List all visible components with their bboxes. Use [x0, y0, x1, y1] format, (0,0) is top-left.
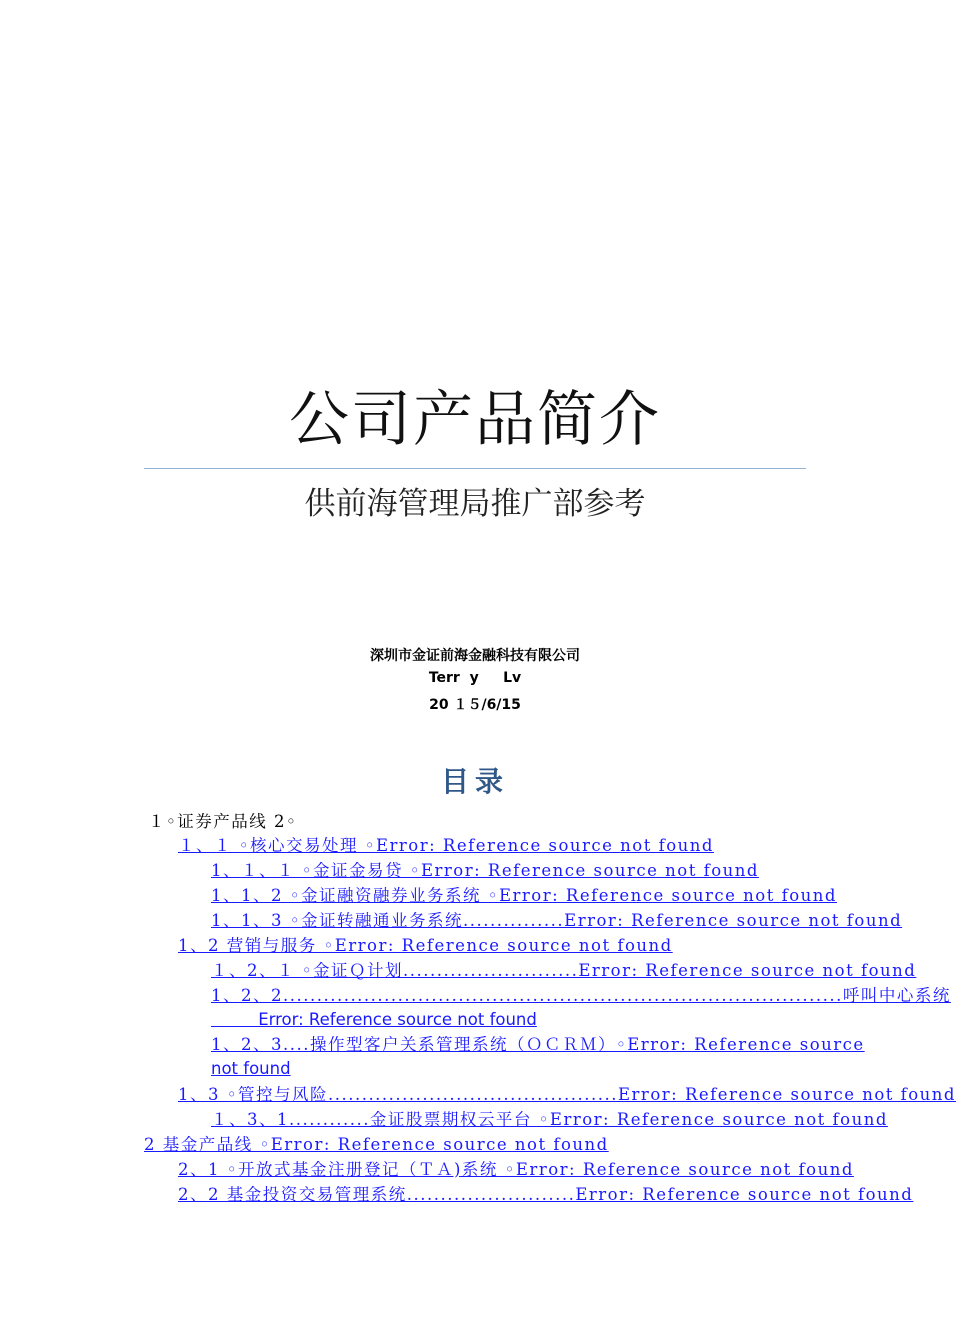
toc-link[interactable]: not found — [211, 1059, 291, 1078]
title-divider — [144, 468, 806, 469]
toc-link[interactable]: 1、1、3 ◦金证转融通业务系统...............Error: Reference source not found — [211, 911, 903, 930]
toc-link[interactable]: 1、3 ◦管控与风险...........................................Error: Reference source not found — [178, 1085, 956, 1104]
company-name: 深圳市金证前海金融科技有限公司 — [370, 648, 580, 664]
document-title: 公司产品简介 — [289, 385, 661, 455]
toc-link[interactable]: Error: Reference source not found — [211, 1010, 537, 1029]
toc-link[interactable]: 1、2、2...................................................................................呼叫中心系统 — [211, 986, 951, 1005]
toc-link[interactable]: 1、１、１ ◦金证金易贷 ◦Error: Reference source not found — [211, 861, 759, 880]
author-name: Terr y Lv — [428, 670, 522, 686]
toc-link[interactable]: 2、2 基金投资交易管理系统.........................Error: Reference source not found — [178, 1185, 914, 1204]
toc-link[interactable]: １、2、１ ◦金证Ｑ计划..........................Error: Reference source not found — [211, 961, 917, 980]
toc-heading: 目录 — [440, 765, 509, 798]
toc-link[interactable]: １、１ ◦核心交易处理 ◦Error: Reference source not found — [178, 836, 714, 855]
toc-entry: １◦证券产品线 2◦ — [148, 812, 298, 831]
toc-link[interactable]: 1、2 营销与服务 ◦Error: Reference source not found — [178, 936, 673, 955]
toc-link[interactable]: 1、2、3....操作型客户关系管理系统（ＯＣＲＭ）◦Error: Reference source — [211, 1035, 865, 1054]
document-subtitle: 供前海管理局推广部参考 — [304, 486, 646, 522]
document-date: 20 １５/6/15 — [429, 697, 521, 713]
toc-link[interactable]: １、3、1............金证股票期权云平台 ◦Error: Reference source not found — [211, 1110, 888, 1129]
toc-link[interactable]: 1、1、2 ◦金证融资融券业务系统 ◦Error: Reference source not found — [211, 886, 837, 905]
toc-link[interactable]: 2、1 ◦开放式基金注册登记（ＴＡ)系统 ◦Error: Reference source not found — [178, 1160, 854, 1179]
toc-link[interactable]: 2 基金产品线 ◦Error: Reference source not found — [144, 1135, 609, 1154]
